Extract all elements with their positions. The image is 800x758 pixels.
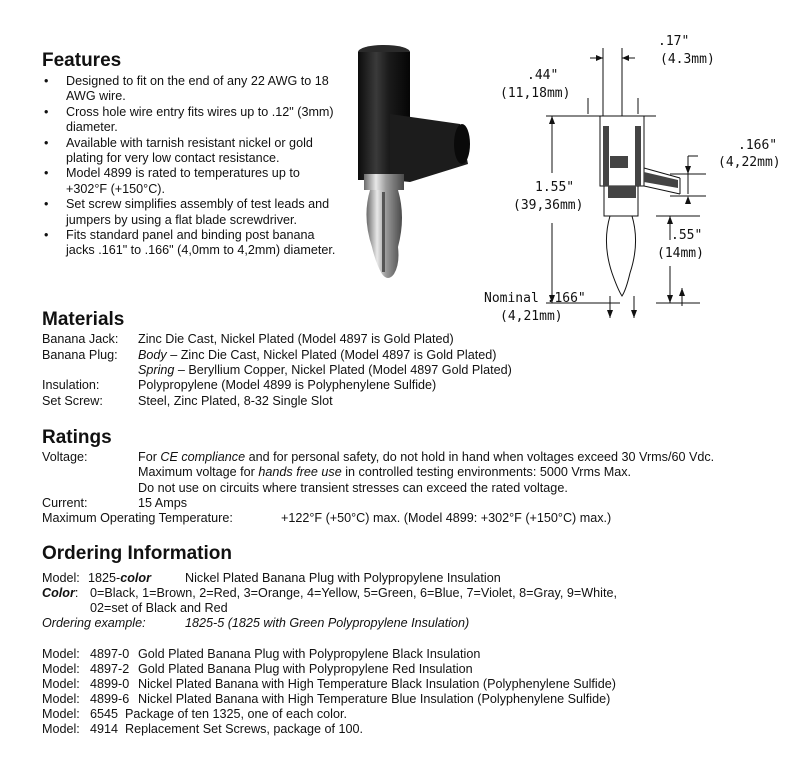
ordering-example-value: 1825-5 (1825 with Green Polypropylene Insulation): [185, 616, 470, 630]
body-label: Body: [138, 348, 167, 362]
set-screw-label: Set Screw:: [42, 394, 103, 408]
voltage-line-1-text: For: [138, 450, 161, 464]
model-row-label: Model:: [42, 707, 80, 721]
spring-value: – Beryllium Copper, Nickel Plated (Model 4897 Gold Plated): [174, 363, 512, 377]
voltage-line-2-rest: in controlled testing environments: 5000 Vrms Max.: [341, 465, 632, 479]
body-value: – Zinc Die Cast, Nickel Plated (Model 4897 is Gold Plated): [166, 348, 497, 362]
voltage-line-1-rest: and for personal safety, do not hold in hand when voltages exceed 30 Vrms/60 Vdc.: [245, 450, 715, 464]
feature-item: • Cross hole wire entry fits wires up to .12" (3mm) diameter.: [42, 105, 342, 136]
max-temp-label: Maximum Operating Temperature:: [42, 511, 233, 525]
dim-length-inches: 1.55": [535, 180, 575, 195]
model-1825-number: [88, 571, 151, 586]
set-screw-value: Steel, Zinc Plated, 8-32 Single Slot: [138, 394, 333, 408]
current-label: Current:: [42, 496, 88, 510]
model-row-number: 4897-0: [90, 647, 130, 661]
voltage-line-2-text: Maximum voltage for: [138, 465, 259, 479]
model-row-label: Model:: [42, 647, 80, 661]
model-1825-desc: Nickel Plated Banana Plug with Polypropylene Insulation: [185, 571, 501, 585]
dim-top-inches: .17": [658, 34, 690, 49]
feature-item: • Fits standard panel and binding post banana jacks .161" to .166" (4,0mm to 4,2mm) diameter.: [42, 228, 342, 259]
dim-166-mm: (4,22mm): [718, 155, 781, 170]
banana-plug-label: Banana Plug:: [42, 348, 118, 362]
banana-plug-photo: [350, 42, 475, 292]
banana-plug-spring: [138, 363, 512, 378]
banana-jack-value: Zinc Die Cast, Nickel Plated (Model 4897 is Gold Plated): [138, 332, 454, 346]
model-row-desc: Nickel Plated Banana with High Temperature Black Insulation (Polyphenylene Sulfide): [138, 677, 616, 691]
ordering-example-label: Ordering example:: [42, 616, 146, 630]
color-codes-line-1: 0=Black, 1=Brown, 2=Red, 3=Orange, 4=Yellow, 5=Green, 6=Blue, 7=Violet, 8=Gray, 9=White,: [90, 586, 617, 600]
insulation-value: Polypropylene (Model 4899 is Polyphenylene Sulfide): [138, 378, 437, 392]
dim-166-inches: .166": [738, 138, 778, 153]
model-row-label: Model:: [42, 722, 80, 736]
insulation-label: Insulation:: [42, 378, 100, 392]
model-row-number: 4914: [90, 722, 119, 736]
color-label: [42, 586, 78, 601]
feature-item: • Available with tarnish resistant nickel or gold plating for very low contact resistance.: [42, 136, 342, 167]
model-row-desc: Replacement Set Screws, package of 100.: [125, 722, 364, 736]
banana-jack-label: Banana Jack:: [42, 332, 119, 346]
voltage-line-3: Do not use on circuits where transient stresses can exceed the rated voltage.: [138, 481, 568, 495]
dim-nominal-inches: Nominal .166": [484, 291, 586, 306]
model-row-label: Model:: [42, 677, 80, 691]
color-codes-line-2: 02=set of Black and Red: [90, 601, 228, 615]
features-heading: Features: [42, 50, 122, 71]
ce-compliance-text: CE compliance: [160, 450, 246, 464]
dim-top-mm: (4.3mm): [660, 52, 715, 67]
voltage-line-2: [138, 465, 631, 480]
feature-item: • Set screw simplifies assembly of test leads and jumpers by using a flat blade screwdriver.: [42, 197, 342, 228]
features-list: [42, 74, 342, 259]
color-label-text: Color: [42, 586, 75, 600]
dim-width-mm: (11,18mm): [500, 86, 571, 101]
model-row-number: 4897-2: [90, 662, 130, 676]
model-row-number: 4899-0: [90, 677, 130, 691]
dim-tip-inches: .55": [671, 228, 703, 243]
model-row-desc: Gold Plated Banana Plug with Polypropylene Red Insulation: [138, 662, 473, 676]
model-row-number: 4899-6: [90, 692, 130, 706]
materials-heading: Materials: [42, 309, 125, 330]
voltage-line-1: [138, 450, 714, 465]
model-row-label: Model:: [42, 662, 80, 676]
voltage-label: Voltage:: [42, 450, 88, 464]
current-value: 15 Amps: [138, 496, 188, 510]
spring-label: Spring: [138, 363, 175, 377]
max-temp-value: +122°F (+50°C) max. (Model 4899: +302°F (+150°C) max.): [281, 511, 612, 525]
dim-width-inches: .44": [527, 68, 559, 83]
color-colon: :: [74, 586, 79, 600]
dim-nominal-mm: (4,21mm): [500, 309, 563, 324]
ordering-heading: Ordering Information: [42, 543, 232, 564]
model-row-label: Model:: [42, 692, 80, 706]
model-1825-label: Model:: [42, 571, 80, 585]
model-row-desc: Package of ten 1325, one of each color.: [125, 707, 347, 721]
model-1825-num: 1825-: [88, 571, 121, 585]
banana-plug-body: [138, 348, 496, 363]
dim-tip-mm: (14mm): [657, 246, 704, 261]
dim-length-mm: (39,36mm): [513, 198, 584, 213]
ratings-heading: Ratings: [42, 427, 112, 448]
hands-free-text: hands free use: [258, 465, 342, 479]
model-row-number: 6545: [90, 707, 119, 721]
model-1825-color: color: [120, 571, 152, 585]
feature-item: • Model 4899 is rated to temperatures up to +302°F (+150°C).: [42, 166, 342, 197]
model-row-desc: Nickel Plated Banana with High Temperature Blue Insulation (Polyphenylene Sulfide): [138, 692, 611, 706]
model-row-desc: Gold Plated Banana Plug with Polypropylene Black Insulation: [138, 647, 481, 661]
feature-item: • Designed to fit on the end of any 22 AWG to 18 AWG wire.: [42, 74, 342, 105]
